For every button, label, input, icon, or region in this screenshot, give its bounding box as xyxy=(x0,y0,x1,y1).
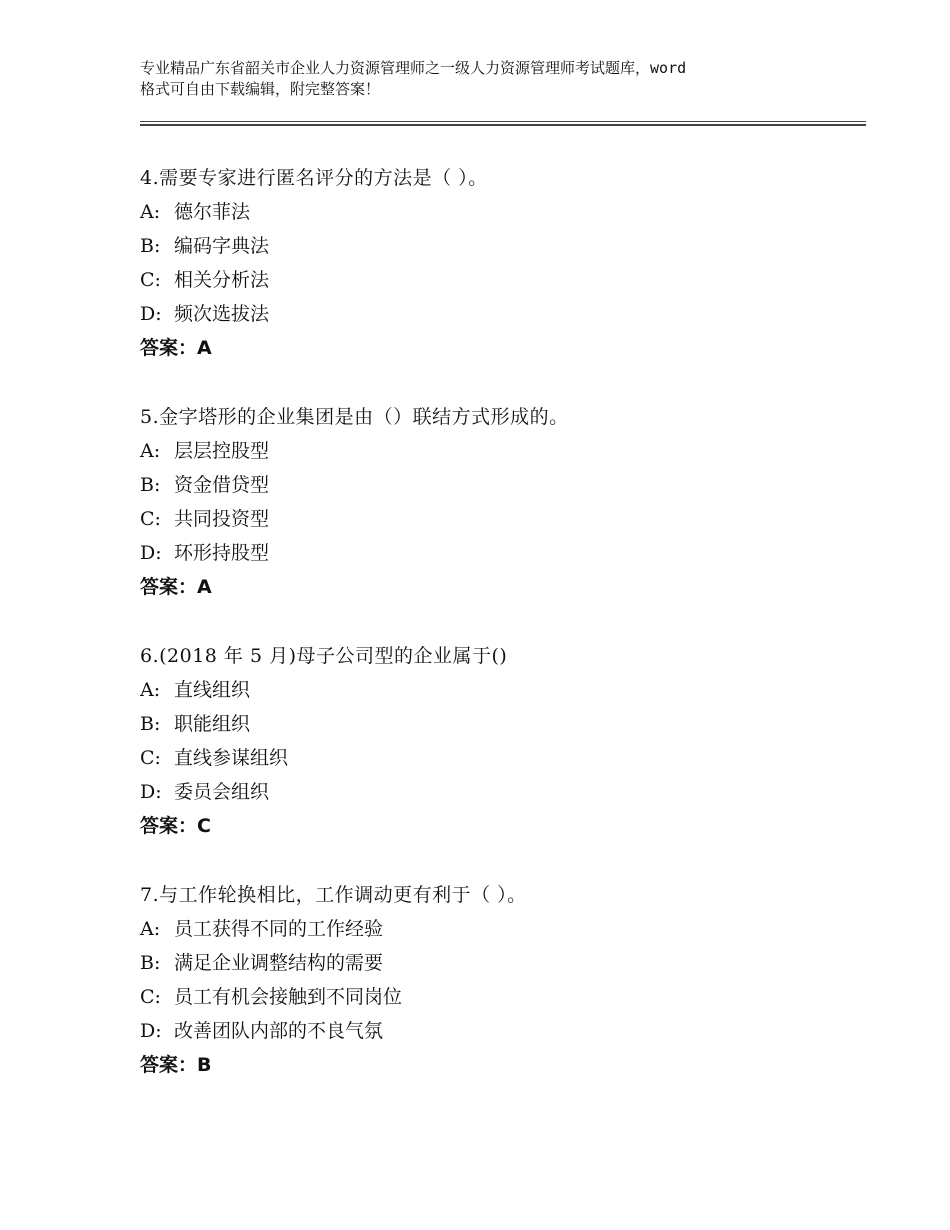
option-d xyxy=(140,1014,860,1048)
answer-label: 答案：A xyxy=(140,337,212,359)
option-letter: A: xyxy=(140,918,161,940)
option-text: 直线组织 xyxy=(174,679,251,701)
option-a xyxy=(140,912,860,946)
option-letter: C: xyxy=(140,269,161,291)
option-text: 委员会组织 xyxy=(174,781,270,803)
option-b xyxy=(140,707,860,741)
option-letter: A: xyxy=(140,679,161,701)
option-d xyxy=(140,775,860,809)
option-text: 频次选拔法 xyxy=(174,303,270,325)
answer-label: 答案：B xyxy=(140,1054,212,1076)
question-4 xyxy=(140,161,860,365)
header-line-2: 格式可自由下载编辑，附完整答案！ xyxy=(140,80,381,98)
option-c xyxy=(140,741,860,775)
option-text: 层层控股型 xyxy=(174,440,270,462)
option-a xyxy=(140,195,860,229)
option-letter: A: xyxy=(140,440,161,462)
question-stem: 7.与工作轮换相比，工作调动更有利于（ ）。 xyxy=(140,884,527,906)
option-letter: C: xyxy=(140,986,161,1008)
answer-label: 答案：A xyxy=(140,576,212,598)
header-divider-thick xyxy=(140,124,866,126)
option-text: 职能组织 xyxy=(174,713,251,735)
option-text: 环形持股型 xyxy=(174,542,270,564)
option-d xyxy=(140,536,860,570)
option-text: 编码字典法 xyxy=(174,235,270,257)
option-text: 直线参谋组织 xyxy=(174,747,289,769)
option-letter: C: xyxy=(140,747,161,769)
option-letter: B: xyxy=(140,713,161,735)
option-letter: B: xyxy=(140,235,161,257)
option-c xyxy=(140,263,860,297)
option-text: 德尔菲法 xyxy=(174,201,251,223)
option-b xyxy=(140,468,860,502)
question-7 xyxy=(140,878,860,1082)
option-a xyxy=(140,673,860,707)
option-b xyxy=(140,946,860,980)
option-text: 资金借贷型 xyxy=(174,474,270,496)
option-text: 改善团队内部的不良气氛 xyxy=(174,1020,384,1042)
option-b xyxy=(140,229,860,263)
question-stem: 4.需要专家进行匿名评分的方法是（ ）。 xyxy=(140,167,488,189)
document-header xyxy=(140,58,830,100)
question-6 xyxy=(140,639,860,843)
option-a xyxy=(140,434,860,468)
option-letter: D: xyxy=(140,781,162,803)
option-text: 员工获得不同的工作经验 xyxy=(174,918,384,940)
option-letter: B: xyxy=(140,952,161,974)
option-letter: B: xyxy=(140,474,161,496)
option-letter: D: xyxy=(140,303,162,325)
option-letter: D: xyxy=(140,1020,162,1042)
question-stem: 5.金字塔形的企业集团是由（）联结方式形成的。 xyxy=(140,406,569,428)
option-text: 共同投资型 xyxy=(174,508,270,530)
option-text: 员工有机会接触到不同岗位 xyxy=(174,986,403,1008)
option-c xyxy=(140,980,860,1014)
option-letter: A: xyxy=(140,201,161,223)
option-letter: D: xyxy=(140,542,162,564)
option-d xyxy=(140,297,860,331)
option-letter: C: xyxy=(140,508,161,530)
option-text: 满足企业调整结构的需要 xyxy=(174,952,384,974)
option-c xyxy=(140,502,860,536)
header-divider xyxy=(140,121,866,122)
option-text: 相关分析法 xyxy=(174,269,270,291)
answer-label: 答案：C xyxy=(140,815,211,837)
question-stem: 6.(2018 年 5 月)母子公司型的企业属于() xyxy=(140,645,508,667)
header-line-1: 专业精品广东省韶关市企业人力资源管理师之一级人力资源管理师考试题库，word xyxy=(140,59,687,77)
question-5 xyxy=(140,400,860,604)
